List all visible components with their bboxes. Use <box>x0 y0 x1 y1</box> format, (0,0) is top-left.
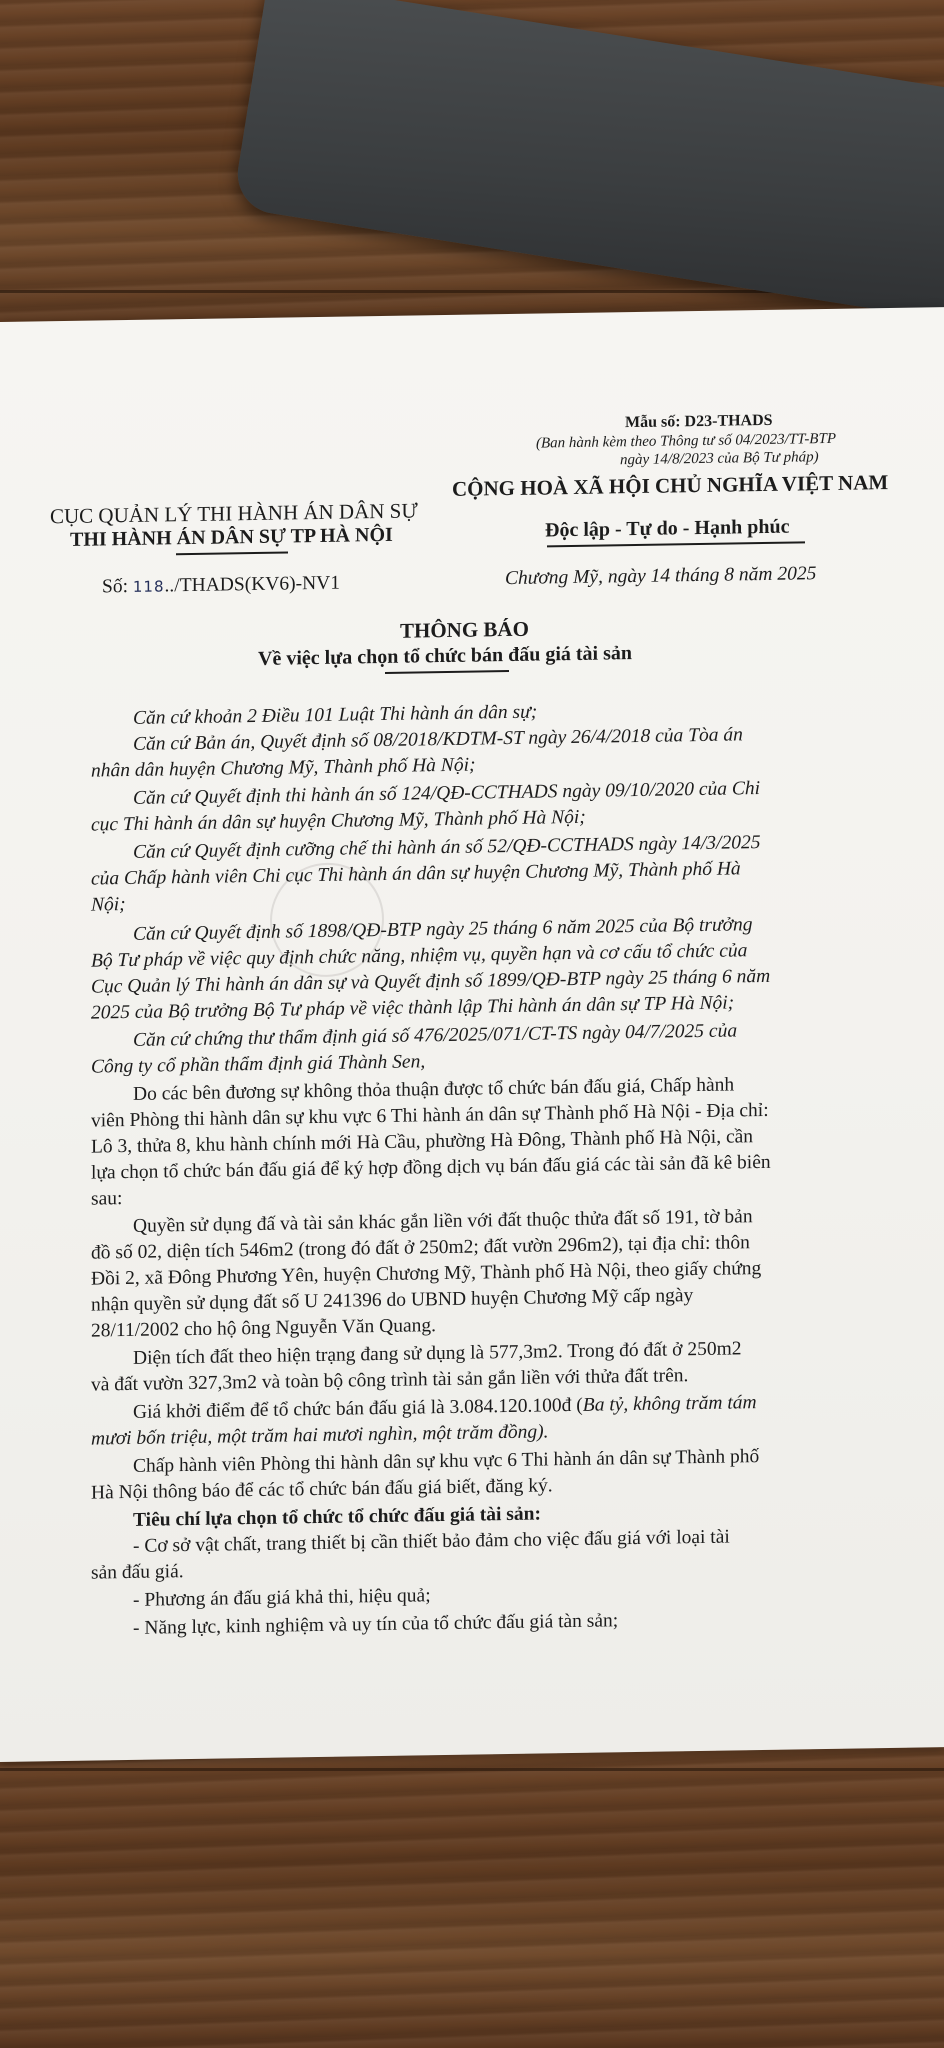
basis-1: Căn cứ khoản 2 Điều 101 Luật Thi hành án dân sự; <box>133 701 538 729</box>
wooden-table-bottom <box>0 1740 944 2048</box>
criteria-heading: Tiêu chí lựa chọn tổ chức tổ chức đấu giá tài sản: <box>133 1503 541 1531</box>
criteria-1a: - Cơ sở vật chất, trang thiết bị cần thiết bảo đảm cho việc đấu giá với loại tài <box>133 1526 730 1557</box>
asset-1e: 28/11/2002 cho hộ ông Nguyễn Văn Quang. <box>91 1315 437 1342</box>
basis-3a: Căn cứ Quyết định thi hành án số 124/QĐ-CCTHADS ngày 09/10/2020 của Chi <box>133 778 761 809</box>
asset-1a: Quyền sử dụng đấ và tài sản khác gắn liền với đất thuộc thửa đất số 191, tờ bản <box>133 1206 753 1237</box>
basis-4a: Căn cứ Quyết định cưỡng chế thi hành án số 52/QĐ-CCTHADS ngày 14/3/2025 <box>133 832 761 863</box>
para-1d: lựa chọn tổ chức bán đấu giá để ký hợp đồng dịch vụ bán đấu giá các tài sản đã kê biên <box>91 1151 771 1184</box>
document-page <box>0 307 944 1762</box>
area-1b: và đất vườn 327,3m2 và toàn bộ công trình tài sản gắn liền với thửa đất trên. <box>91 1365 689 1396</box>
subtitle-underline <box>385 670 509 673</box>
basis-5b: Bộ Tư pháp về việc quy định chức năng, nhiệm vụ, quyền hạn và cơ cấu tổ chức của <box>91 940 748 972</box>
basis-5a: Căn cứ Quyết định số 1898/QĐ-BTP ngày 25 tháng 6 năm 2025 của Bộ trưởng <box>133 914 753 945</box>
motto: Độc lập - Tự do - Hạnh phúc <box>545 515 790 542</box>
para-1b: viên Phòng thi hành dân sự khu vực 6 Thi hành án dân sự Thành phố Hà Nội - Địa chỉ: <box>91 1099 769 1132</box>
form-note-2: ngày 14/8/2023 của Bộ Tư pháp) <box>620 449 819 469</box>
para-1a: Do các bên đương sự không thỏa thuận được tổ chức bán đấu giá, Chấp hành <box>133 1074 735 1105</box>
para-1e: sau: <box>91 1188 123 1210</box>
agency-line-1: CỤC QUẢN LÝ THI HÀNH ÁN DÂN SỰ <box>50 498 418 529</box>
agency-underline <box>176 551 288 554</box>
asset-1b: đồ số 02, diện tích 546m2 (trong đó đất ở 250m2; đất vườn 296m2), tại địa chỉ: thôn <box>91 1232 750 1264</box>
price-line-2: mươi bốn triệu, một trăm hai mươi nghìn, một trăm đồng). <box>91 1421 549 1450</box>
notice-para-a: Chấp hành viên Phòng thi hành dân sự khu vực 6 Thi hành án dân sự Thành phố <box>133 1446 760 1477</box>
basis-6b: Công ty cổ phần thẩm định giá Thành Sen, <box>91 1051 426 1078</box>
para-1c: Lô 3, thửa 8, khu hành chính mới Hà Cầu, phường Hà Đông, Thành phố Hà Nội, cần <box>91 1126 754 1158</box>
notice-title: THÔNG BÁO <box>400 616 529 643</box>
doc-number: Số: 118../THADS(KV6)-NV1 <box>102 572 341 598</box>
basis-4b: của Chấp hành viên Chi cục Thi hành án dân sự huyện Chương Mỹ, Thành phố Hà <box>91 858 741 890</box>
basis-2b: nhân dân huyện Chương Mỹ, Thành phố Hà Nội; <box>91 754 476 782</box>
motto-underline <box>547 541 805 547</box>
criteria-1b: sản đấu giá. <box>91 1561 184 1584</box>
criteria-2: - Phương án đấu giá khả thi, hiệu quả; <box>133 1585 431 1611</box>
price-line-1: Giá khởi điểm để tổ chức bán đấu giá là 3.084.120.100đ (Ba tỷ, không trăm tám <box>133 1392 757 1423</box>
basis-5c: Cục Quản lý Thi hành án dân sự và Quyết định số 1899/QĐ-BTP ngày 25 tháng 6 năm <box>91 965 771 998</box>
place-date: Chương Mỹ, ngày 14 tháng 8 năm 2025 <box>505 563 817 590</box>
form-note-1: (Ban hành kèm theo Thông tư số 04/2023/TT-BTP <box>536 430 836 452</box>
basis-4c: Nội; <box>91 894 126 916</box>
notice-para-b: Hà Nội thông báo để các tổ chức bán đấu giá biết, đăng ký. <box>91 1475 553 1504</box>
handwritten-number: 118 <box>132 577 165 596</box>
agency-line-2: THI HÀNH ÁN DÂN SỰ TP HÀ NỘI <box>70 523 393 551</box>
asset-1c: Đồi 2, xã Đông Phương Yên, huyện Chương Mỹ, Thành phố Hà Nội, theo giấy chứng <box>91 1258 762 1290</box>
criteria-3: - Năng lực, kinh nghiệm và uy tín của tổ chức đấu giá tàn sản; <box>133 1610 619 1639</box>
basis-5d: 2025 của Bộ trưởng Bộ Tư pháp về việc thành lập Thi hành án dân sự TP Hà Nội; <box>91 992 735 1024</box>
form-number: Mẫu số: D23-THADS <box>625 411 773 432</box>
nation-title: CỘNG HOÀ XÃ HỘI CHỦ NGHĨA VIỆT NAM <box>452 470 889 501</box>
notice-subtitle: Về việc lựa chọn tổ chức bán đấu giá tài sản <box>258 642 633 670</box>
area-1a: Diện tích đất theo hiện trạng đang sử dụng là 577,3m2. Trong đó đất ở 250m2 <box>133 1338 742 1369</box>
asset-1d: nhận quyền sử dụng đất số U 241396 do UBND huyện Chương Mỹ cấp ngày <box>91 1285 694 1316</box>
basis-2a: Căn cứ Bản án, Quyết định số 08/2018/KDTM-ST ngày 26/4/2018 của Tòa án <box>133 724 743 755</box>
basis-3b: cục Thi hành án dân sự huyện Chương Mỹ, Thành phố Hà Nội; <box>91 806 586 836</box>
basis-6a: Căn cứ chứng thư thẩm định giá số 476/2025/071/CT-TS ngày 04/7/2025 của <box>133 1020 738 1051</box>
